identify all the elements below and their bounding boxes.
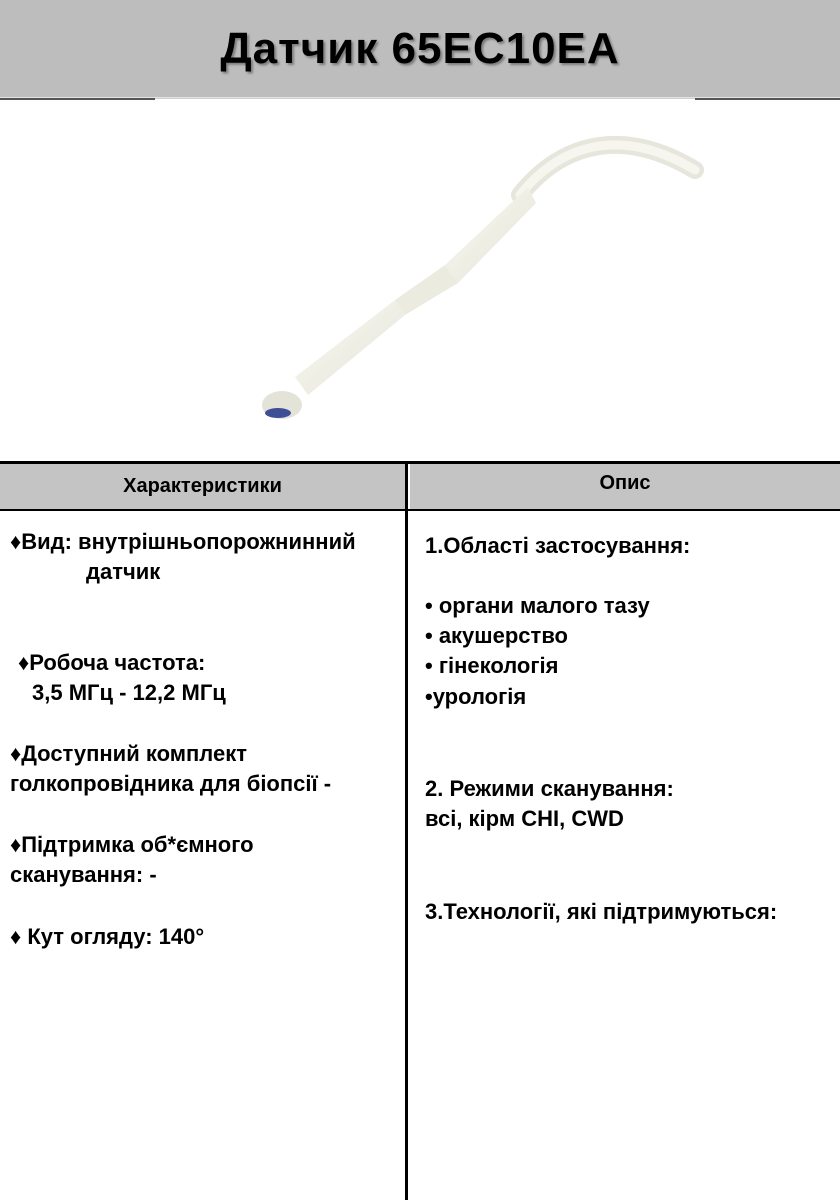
volume-line2: сканування: -: [10, 862, 157, 887]
biopsy-line1: ♦Доступний комплект: [10, 741, 247, 766]
characteristics-header: Характеристики: [0, 464, 405, 509]
area-item: • органи малого тазу: [425, 593, 650, 618]
title-underline-left: [0, 98, 155, 100]
title-underline-right: [695, 98, 840, 100]
title-bar: [0, 0, 840, 99]
view-angle: ♦ Кут огляду: 140°: [10, 924, 205, 949]
header-bottom-border: [0, 509, 840, 511]
description-header: Опис: [410, 464, 840, 509]
technologies-title: 3.Технології, які підтримуються:: [425, 899, 778, 924]
modes-title: 2. Режими сканування:: [425, 776, 674, 801]
area-item: •урологія: [425, 684, 527, 709]
area-item: • гінекологія: [425, 653, 559, 678]
area-item: • акушерство: [425, 623, 568, 648]
areas-title: 1.Області застосування:: [425, 533, 691, 558]
probe-image: [230, 115, 710, 435]
modes-value: всі, кірм CHI, CWD: [425, 806, 624, 831]
frequency-line1: ♦Робоча частота:: [18, 650, 206, 675]
title-underline-middle: [155, 98, 695, 99]
type-line2: датчик: [86, 559, 161, 584]
type-line1: ♦Вид: внутрішньопорожнинний: [10, 529, 356, 554]
page-title: Датчик 65EC10EA: [220, 24, 620, 73]
volume-line1: ♦Підтримка об*ємного: [10, 832, 254, 857]
frequency-line2: 3,5 МГц - 12,2 МГц: [32, 680, 226, 705]
biopsy-line2: голкопровідника для біопсії -: [10, 771, 332, 796]
column-divider: [405, 464, 408, 1200]
